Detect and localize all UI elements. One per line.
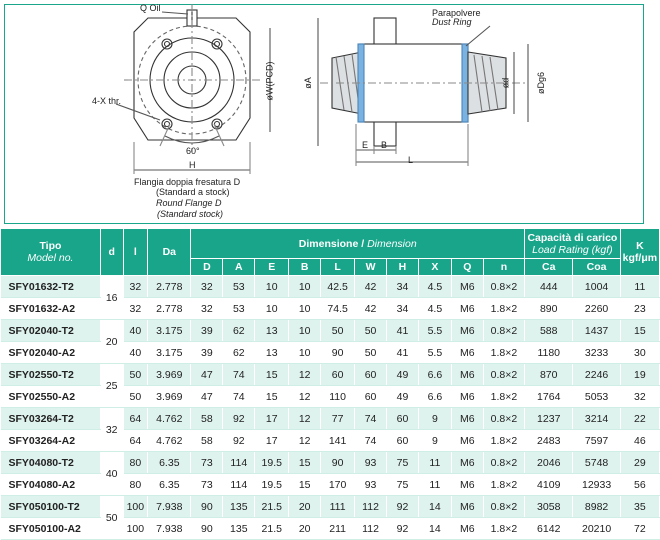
value-cell: 73 (191, 474, 223, 496)
value-cell: 5.5 (418, 320, 451, 342)
caption-line-1: Flangia doppia fresatura D (134, 177, 241, 187)
value-cell: 92 (223, 430, 255, 452)
value-cell: 50 (321, 320, 355, 342)
value-cell: 80 (123, 474, 148, 496)
value-cell: 73 (191, 452, 223, 474)
header-l: l (123, 229, 148, 276)
caption-line-4: (Standard stock) (157, 209, 224, 219)
value-cell: 56 (620, 474, 659, 496)
value-cell: 53 (223, 276, 255, 298)
value-cell: 30 (620, 342, 659, 364)
dim-b-label: B (381, 140, 388, 150)
value-cell: 6142 (525, 518, 573, 540)
value-cell: 75 (387, 474, 419, 496)
value-cell: M6 (451, 430, 483, 452)
value-cell: 50 (123, 386, 148, 408)
value-cell: 10 (289, 276, 321, 298)
value-cell: 32 (123, 298, 148, 320)
width-label: H (189, 160, 196, 170)
value-cell: 2.778 (148, 298, 191, 320)
model-cell: SFY01632-T2 (1, 276, 101, 298)
value-cell: 5748 (573, 452, 620, 474)
pcd-label: øW(PCD) (264, 61, 275, 101)
value-cell: 15 (289, 474, 321, 496)
value-cell: 50 (355, 320, 387, 342)
value-cell: 588 (525, 320, 573, 342)
value-cell: 50 (123, 364, 148, 386)
value-cell: 41 (387, 320, 419, 342)
model-cell: SFY04080-A2 (1, 474, 101, 496)
value-cell: 444 (525, 276, 573, 298)
dia-d-label: ød (500, 77, 511, 89)
value-cell: 6.35 (148, 452, 191, 474)
value-cell: 23 (620, 298, 659, 320)
value-cell: 6.6 (418, 364, 451, 386)
value-cell: 49 (387, 364, 419, 386)
value-cell: 15 (255, 386, 289, 408)
subheader-1: A (223, 259, 255, 276)
value-cell: 4.762 (148, 430, 191, 452)
value-cell: 62 (223, 342, 255, 364)
value-cell: 4.5 (418, 298, 451, 320)
value-cell: M6 (451, 386, 483, 408)
model-cell: SFY02040-T2 (1, 320, 101, 342)
value-cell: 39 (191, 320, 223, 342)
header-capacita: Capacità di carico Load Rating (kgf) (525, 229, 621, 259)
value-cell: 90 (191, 496, 223, 518)
value-cell: 0.8×2 (483, 496, 524, 518)
value-cell: 2.778 (148, 276, 191, 298)
value-cell: 1437 (573, 320, 620, 342)
angle-label: 60° (186, 146, 200, 156)
model-cell: SFY03264-T2 (1, 408, 101, 430)
shaft-diameter-cell: 25 (100, 364, 123, 408)
value-cell: 32 (191, 276, 223, 298)
value-cell: M6 (451, 364, 483, 386)
value-cell: 112 (355, 518, 387, 540)
value-cell: 49 (387, 386, 419, 408)
value-cell: 50 (355, 342, 387, 364)
dia-a-label: øA (302, 77, 313, 89)
value-cell: 3058 (525, 496, 573, 518)
header-d: d (100, 229, 123, 276)
thread-label: 4-X thr. (92, 96, 122, 106)
value-cell: 4.762 (148, 408, 191, 430)
table-row (1, 518, 660, 540)
value-cell: 110 (321, 386, 355, 408)
value-cell: 111 (321, 496, 355, 518)
model-cell: SFY04080-T2 (1, 452, 101, 474)
value-cell: 60 (387, 408, 419, 430)
value-cell: 17 (255, 430, 289, 452)
value-cell: 53 (223, 298, 255, 320)
value-cell: 100 (123, 496, 148, 518)
table-row (1, 408, 660, 430)
value-cell: 17 (255, 408, 289, 430)
subheader-10: Ca (525, 259, 573, 276)
subheader-9: n (483, 259, 524, 276)
shaft-diameter-cell: 20 (100, 320, 123, 364)
value-cell: 100 (123, 518, 148, 540)
value-cell: 211 (321, 518, 355, 540)
drawing-panel (0, 0, 660, 228)
value-cell: 135 (223, 518, 255, 540)
table-row (1, 386, 660, 408)
value-cell: 75 (387, 452, 419, 474)
value-cell: 170 (321, 474, 355, 496)
value-cell: 92 (223, 408, 255, 430)
table-row (1, 430, 660, 452)
subheader-7: X (418, 259, 451, 276)
value-cell: 12 (289, 364, 321, 386)
value-cell: 9 (418, 408, 451, 430)
value-cell: 20210 (573, 518, 620, 540)
wiper-label-it: Parapolvere (432, 8, 481, 18)
value-cell: 64 (123, 430, 148, 452)
value-cell: 47 (191, 364, 223, 386)
value-cell: 92 (387, 518, 419, 540)
value-cell: 72 (620, 518, 659, 540)
value-cell: 1180 (525, 342, 573, 364)
subheader-2: E (255, 259, 289, 276)
value-cell: 1.8×2 (483, 518, 524, 540)
value-cell: M6 (451, 496, 483, 518)
shaft-diameter-cell: 32 (100, 408, 123, 452)
value-cell: 20 (289, 496, 321, 518)
table-row (1, 496, 660, 518)
value-cell: 12933 (573, 474, 620, 496)
value-cell: M6 (451, 452, 483, 474)
value-cell: 10 (289, 342, 321, 364)
value-cell: 40 (123, 342, 148, 364)
table-row (1, 298, 660, 320)
value-cell: 58 (191, 408, 223, 430)
value-cell: 60 (321, 364, 355, 386)
value-cell: 90 (321, 342, 355, 364)
value-cell: 60 (387, 430, 419, 452)
value-cell: 32 (123, 276, 148, 298)
value-cell: 93 (355, 474, 387, 496)
value-cell: 60 (355, 364, 387, 386)
value-cell: 90 (321, 452, 355, 474)
value-cell: 22 (620, 408, 659, 430)
value-cell: 10 (289, 298, 321, 320)
subheader-0: D (191, 259, 223, 276)
table-row (1, 320, 660, 342)
value-cell: 11 (620, 276, 659, 298)
value-cell: 14 (418, 518, 451, 540)
table-row (1, 276, 660, 298)
value-cell: 6.35 (148, 474, 191, 496)
value-cell: 2246 (573, 364, 620, 386)
value-cell: 74 (223, 364, 255, 386)
value-cell: 77 (321, 408, 355, 430)
value-cell: 64 (123, 408, 148, 430)
value-cell: 10 (255, 298, 289, 320)
table-row (1, 364, 660, 386)
value-cell: 2046 (525, 452, 573, 474)
value-cell: 1004 (573, 276, 620, 298)
value-cell: 7597 (573, 430, 620, 452)
value-cell: 42.5 (321, 276, 355, 298)
value-cell: 0.8×2 (483, 364, 524, 386)
value-cell: 32 (620, 386, 659, 408)
value-cell: 141 (321, 430, 355, 452)
value-cell: 3233 (573, 342, 620, 364)
header-dimensione: Dimensione / Dimension (191, 229, 525, 259)
value-cell: 3.175 (148, 320, 191, 342)
value-cell: M6 (451, 474, 483, 496)
value-cell: 1.8×2 (483, 298, 524, 320)
subheader-4: L (321, 259, 355, 276)
nut-side-view (0, 0, 660, 228)
value-cell: 74 (223, 386, 255, 408)
value-cell: 47 (191, 386, 223, 408)
value-cell: M6 (451, 342, 483, 364)
value-cell: 6.6 (418, 386, 451, 408)
value-cell: 4109 (525, 474, 573, 496)
value-cell: 92 (387, 496, 419, 518)
value-cell: 890 (525, 298, 573, 320)
model-cell: SFY01632-A2 (1, 298, 101, 320)
length-label: L (408, 155, 414, 165)
caption-line-3: Round Flange D (156, 198, 222, 208)
value-cell: M6 (451, 408, 483, 430)
value-cell: 3214 (573, 408, 620, 430)
value-cell: 74.5 (321, 298, 355, 320)
value-cell: 11 (418, 474, 451, 496)
table-row (1, 452, 660, 474)
value-cell: 42 (355, 298, 387, 320)
value-cell: 10 (289, 320, 321, 342)
dim-e-label: E (362, 140, 369, 150)
value-cell: 19.5 (255, 474, 289, 496)
value-cell: 870 (525, 364, 573, 386)
shaft-diameter-cell: 16 (100, 276, 123, 320)
value-cell: 5.5 (418, 342, 451, 364)
value-cell: 46 (620, 430, 659, 452)
value-cell: 112 (355, 496, 387, 518)
value-cell: 12 (289, 386, 321, 408)
value-cell: 40 (123, 320, 148, 342)
caption-line-2: (Standard a stock) (156, 187, 230, 197)
value-cell: 3.175 (148, 342, 191, 364)
value-cell: 114 (223, 474, 255, 496)
value-cell: 60 (355, 386, 387, 408)
value-cell: 0.8×2 (483, 276, 524, 298)
model-cell: SFY050100-T2 (1, 496, 101, 518)
value-cell: 1237 (525, 408, 573, 430)
table-row (1, 474, 660, 496)
value-cell: 15 (620, 320, 659, 342)
value-cell: 34 (387, 298, 419, 320)
value-cell: 15 (289, 452, 321, 474)
value-cell: 29 (620, 452, 659, 474)
value-cell: 10 (255, 276, 289, 298)
subheader-5: W (355, 259, 387, 276)
model-cell: SFY050100-A2 (1, 518, 101, 540)
subheader-8: Q (451, 259, 483, 276)
value-cell: 13 (255, 320, 289, 342)
value-cell: 1.8×2 (483, 474, 524, 496)
table-row (1, 342, 660, 364)
subheader-3: B (289, 259, 321, 276)
value-cell: 114 (223, 452, 255, 474)
value-cell: 0.8×2 (483, 408, 524, 430)
value-cell: 15 (255, 364, 289, 386)
value-cell: 12 (289, 430, 321, 452)
value-cell: 1.8×2 (483, 386, 524, 408)
value-cell: M6 (451, 518, 483, 540)
value-cell: 32 (191, 298, 223, 320)
value-cell: 5053 (573, 386, 620, 408)
value-cell: 7.938 (148, 496, 191, 518)
value-cell: 7.938 (148, 518, 191, 540)
dia-dg6-label: øDg6 (536, 71, 547, 95)
value-cell: 19.5 (255, 452, 289, 474)
subheader-11: Coa (573, 259, 620, 276)
value-cell: 3.969 (148, 386, 191, 408)
value-cell: 74 (355, 408, 387, 430)
subheader-6: H (387, 259, 419, 276)
value-cell: 80 (123, 452, 148, 474)
value-cell: M6 (451, 320, 483, 342)
value-cell: 1764 (525, 386, 573, 408)
value-cell: 11 (418, 452, 451, 474)
value-cell: 1.8×2 (483, 342, 524, 364)
header-tipo: Tipo Model no. (1, 229, 101, 276)
value-cell: 35 (620, 496, 659, 518)
model-cell: SFY03264-A2 (1, 430, 101, 452)
value-cell: 135 (223, 496, 255, 518)
table-body (1, 276, 660, 540)
value-cell: 42 (355, 276, 387, 298)
value-cell: 74 (355, 430, 387, 452)
model-cell: SFY02550-T2 (1, 364, 101, 386)
header-da: Da (148, 229, 191, 276)
value-cell: 0.8×2 (483, 320, 524, 342)
value-cell: M6 (451, 276, 483, 298)
spec-table (0, 228, 660, 540)
value-cell: 8982 (573, 496, 620, 518)
value-cell: 39 (191, 342, 223, 364)
value-cell: 4.5 (418, 276, 451, 298)
value-cell: 0.8×2 (483, 452, 524, 474)
value-cell: 93 (355, 452, 387, 474)
value-cell: 14 (418, 496, 451, 518)
value-cell: 41 (387, 342, 419, 364)
value-cell: 19 (620, 364, 659, 386)
value-cell: 21.5 (255, 496, 289, 518)
value-cell: 20 (289, 518, 321, 540)
value-cell: 58 (191, 430, 223, 452)
value-cell: 1.8×2 (483, 430, 524, 452)
shaft-diameter-cell: 50 (100, 496, 123, 540)
value-cell: 13 (255, 342, 289, 364)
value-cell: 2260 (573, 298, 620, 320)
value-cell: 9 (418, 430, 451, 452)
value-cell: 21.5 (255, 518, 289, 540)
model-cell: SFY02040-A2 (1, 342, 101, 364)
oil-label: Q Oil (140, 3, 161, 13)
value-cell: 34 (387, 276, 419, 298)
value-cell: 3.969 (148, 364, 191, 386)
header-k: K kgf/μm (620, 229, 659, 276)
value-cell: 90 (191, 518, 223, 540)
shaft-diameter-cell: 40 (100, 452, 123, 496)
model-cell: SFY02550-A2 (1, 386, 101, 408)
value-cell: M6 (451, 298, 483, 320)
value-cell: 2483 (525, 430, 573, 452)
value-cell: 12 (289, 408, 321, 430)
value-cell: 62 (223, 320, 255, 342)
wiper-label-en: Dust Ring (432, 17, 472, 27)
